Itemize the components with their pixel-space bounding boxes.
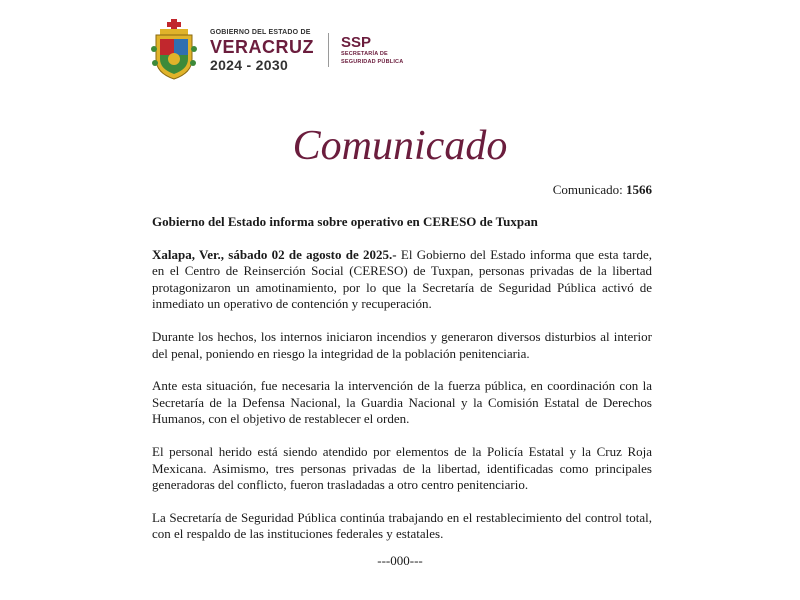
veracruz-coat-of-arms-icon — [150, 19, 198, 81]
letterhead — [150, 18, 403, 82]
communique-number — [553, 182, 652, 198]
ssp-logo — [341, 35, 403, 65]
paragraph-2: Durante los hechos, los internos iniciaron incendios y generaron diversos disturbios al interior del penal, poniendo en riesgo la integridad de la población penitenciaria. — [152, 328, 652, 361]
paragraph-1 — [152, 247, 652, 313]
ssp-name-line-2: SEGURIDAD PÚBLICA — [341, 58, 404, 65]
header-divider — [328, 33, 329, 67]
communique-number-value: 1566 — [626, 182, 652, 197]
ssp-name-line-1: SECRETARÍA DE — [341, 51, 388, 57]
document-body — [152, 214, 652, 559]
gov-line-2: VERACRUZ — [210, 36, 315, 57]
dateline: Xalapa, Ver., sábado 02 de agosto de 2025.- — [152, 246, 397, 262]
document-title: Comunicado — [292, 123, 508, 169]
headline: Gobierno del Estado informa sobre operativo en CERESO de Tuxpan — [152, 214, 538, 229]
gov-line-3: 2024 - 2030 — [210, 56, 289, 73]
government-logo-text — [210, 29, 314, 72]
ssp-abbreviation: SSP — [341, 34, 372, 51]
gov-line-1: GOBIERNO DEL ESTADO DE — [210, 28, 311, 36]
closing-mark: ---000--- — [377, 553, 423, 568]
paragraph-5: La Secretaría de Seguridad Pública continúa trabajando en el restablecimiento del control total, con el respaldo de las instituciones federales y estatales. — [152, 509, 652, 542]
paragraph-1-text: El Gobierno del Estado informa que esta tarde, en el Centro de Reinserción Social (CERESO) de Tuxpan, personas privadas de la libertad protagonizaron un amotinamiento, por lo que la Secretaría de Seguridad Pública activó de inmediato un operativo de contención y recuperación. — [152, 246, 653, 312]
paragraph-4: El personal herido está siendo atendido por elementos de la Policía Estatal y la Cruz Roja Mexicana. Asimismo, tres personas privadas de la libertad, identificadas como principales generadoras del conflicto, fueron trasladadas a otro centro penitenciario. — [152, 443, 652, 493]
communique-number-label: Comunicado: — [552, 182, 623, 197]
paragraph-3: Ante esta situación, fue necesaria la intervención de la fuerza pública, en coordinación con la Secretaría de la Defensa Nacional, la Guardia Nacional y la Comisión Estatal de Derechos Humanos, con el objetivo de restablecer el orden. — [152, 378, 652, 427]
